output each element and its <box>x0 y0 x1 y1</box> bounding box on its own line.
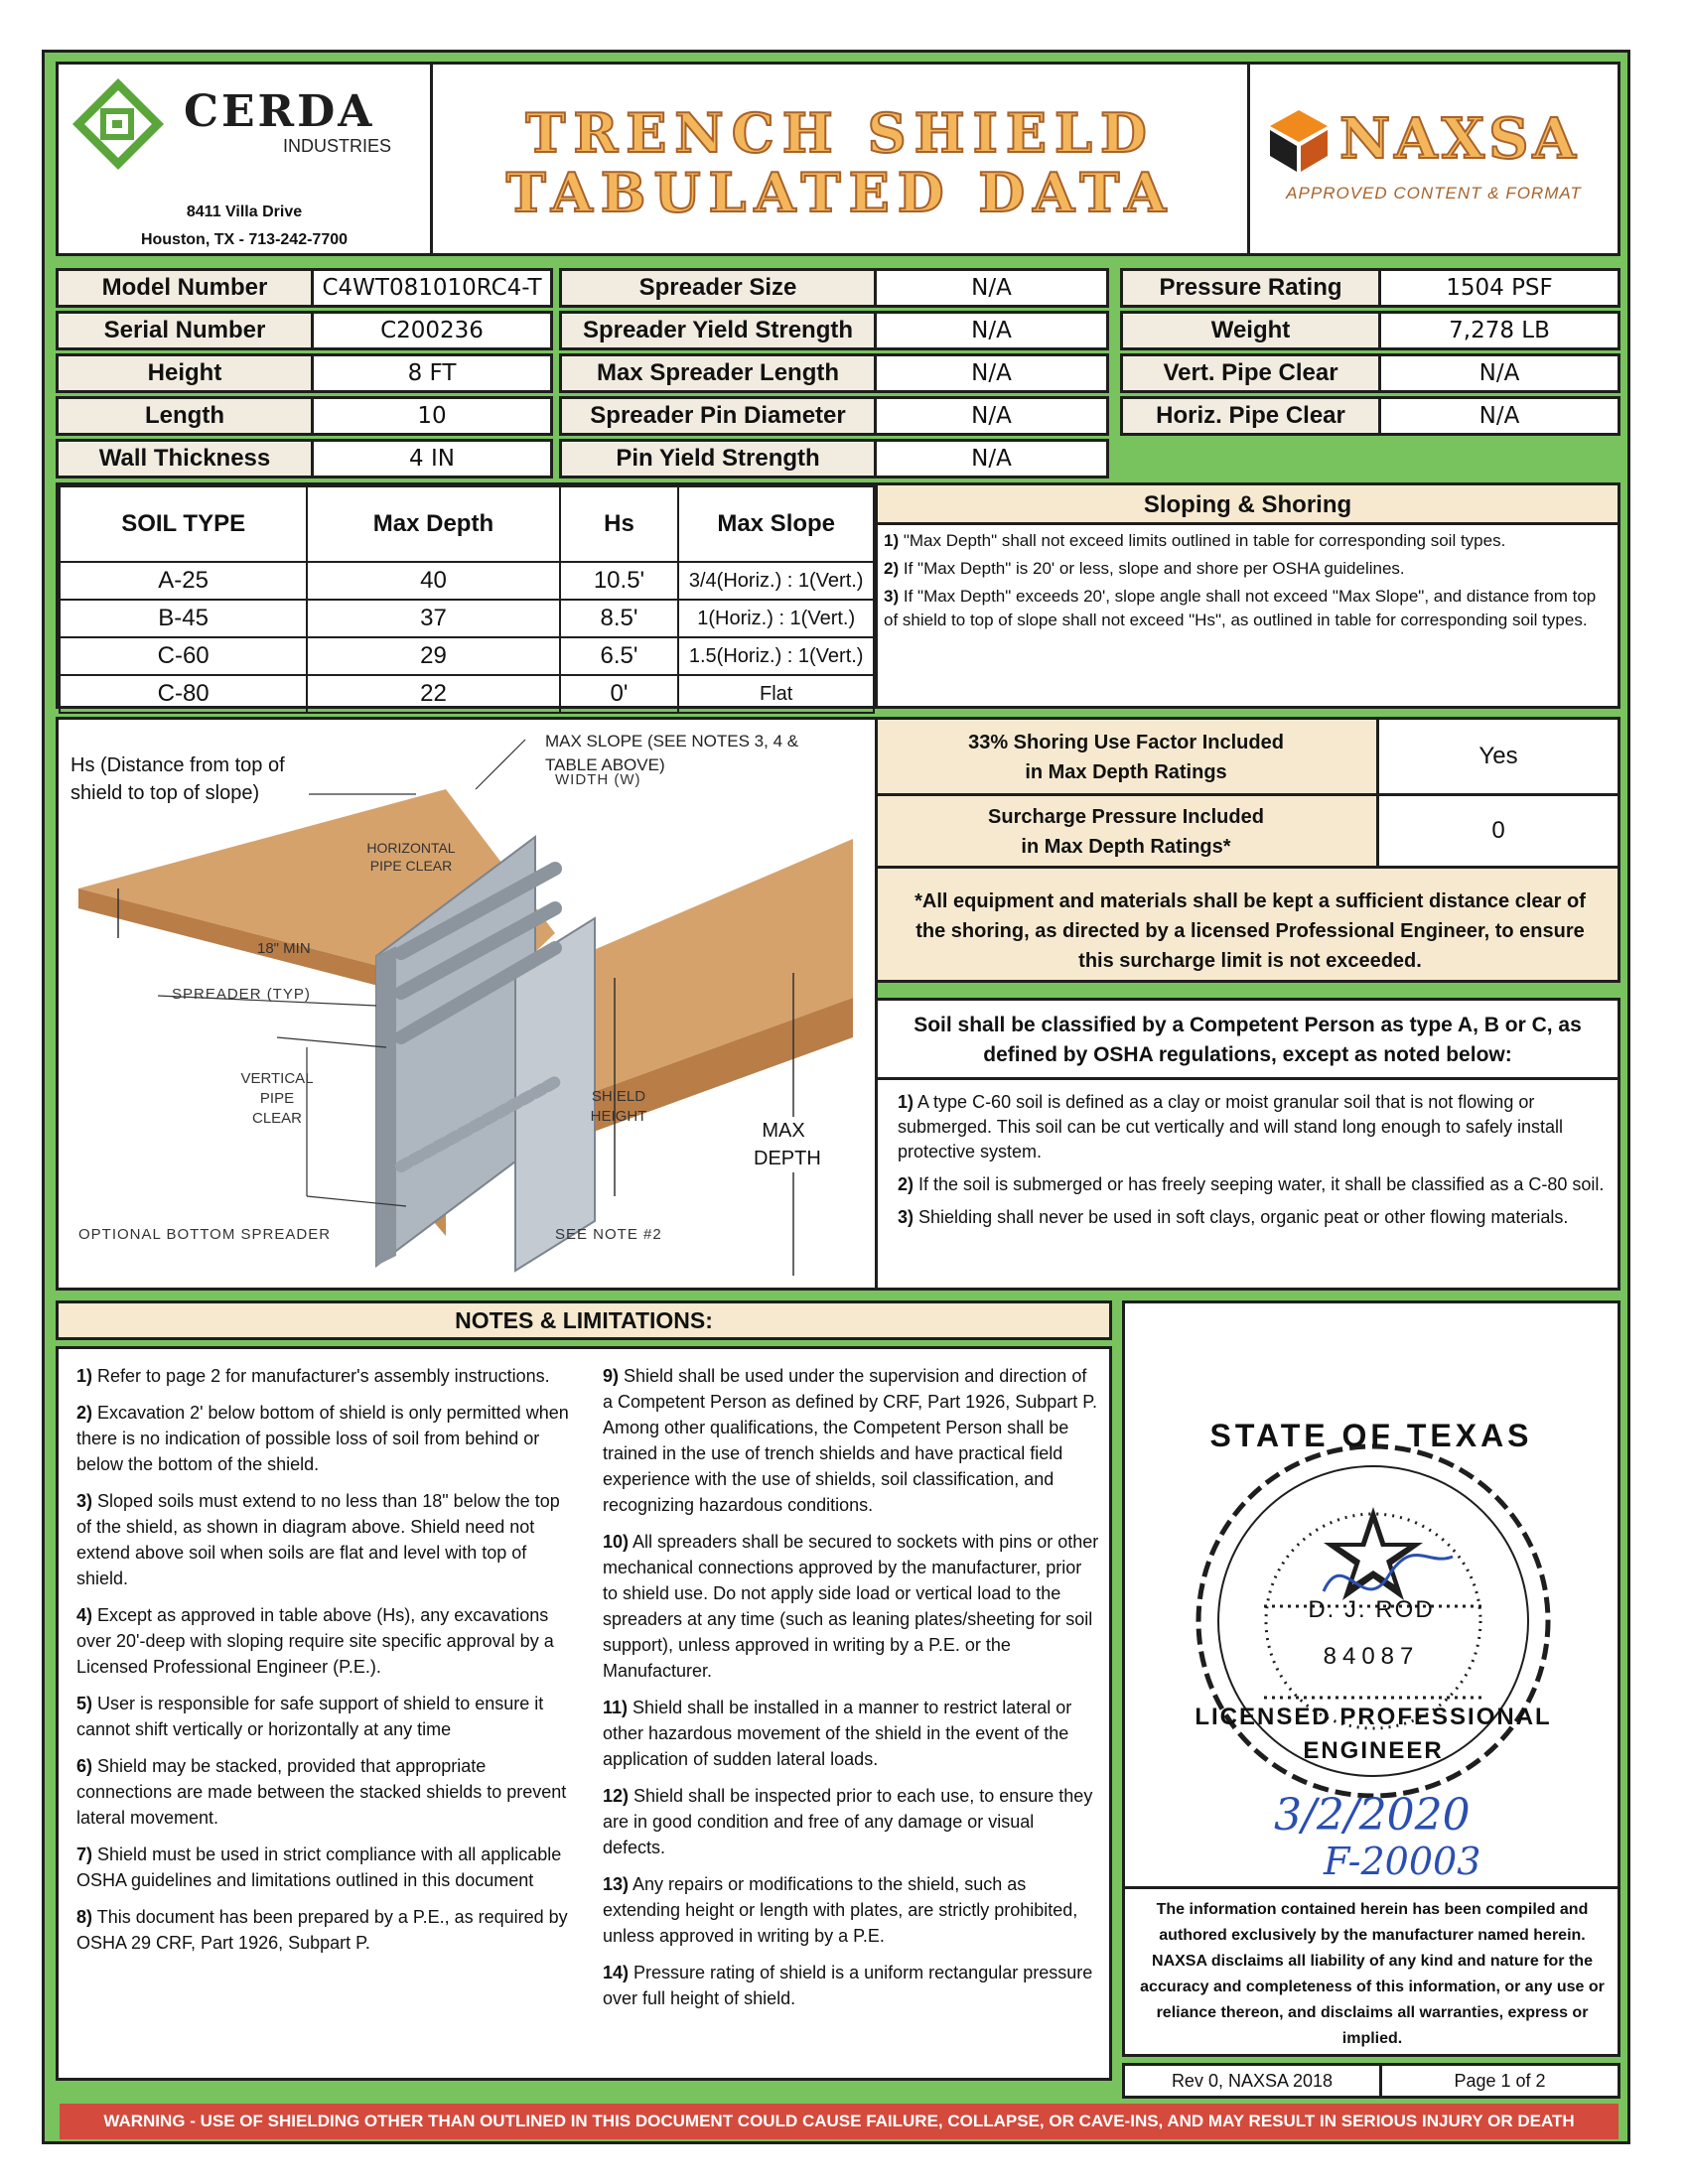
hs-label: Hs (Distance from top of shield to top of slope) <box>70 754 285 804</box>
note-number: 10) <box>603 1532 630 1552</box>
spec-value: 1504 PSF <box>1378 268 1620 308</box>
note-text: Refer to page 2 for manufacturer's assembly instructions. <box>97 1366 550 1386</box>
vert-pipe-label: VERTICAL PIPE CLEAR <box>240 1070 314 1127</box>
notes-title: NOTES & LIMITATIONS: <box>455 1306 713 1333</box>
soil-class-notes <box>898 1090 1605 1238</box>
note-text: This document has been prepared by a P.E., as required by OSHA 29 CRF, Part 1926, Subpart P. <box>76 1907 568 1953</box>
spec-value: 10 <box>311 396 553 436</box>
company-address: 8411 Villa Drive <box>186 204 303 220</box>
note-number: 2) <box>76 1403 93 1423</box>
note-item <box>603 1871 1099 1949</box>
note-number: 3) <box>898 1207 914 1227</box>
note-number: 1) <box>884 531 900 550</box>
spec-value: 4 IN <box>311 439 553 478</box>
notes-box <box>56 1346 1112 2081</box>
spec-label: Spreader Size <box>559 268 877 308</box>
spec-value: 7,278 LB <box>1378 311 1620 350</box>
naxsa-logo-icon <box>1264 106 1334 176</box>
note-number: 3) <box>884 587 900 606</box>
max-slope-leader <box>476 740 525 789</box>
note-item <box>76 1363 573 1389</box>
surcharge-note-text: *All equipment and materials shall be kept a sufficient distance clear of the shoring, as directed by a licensed Professional Engineer, to ensure this surcharge limit is not exceeded. <box>914 890 1586 972</box>
note-number: 6) <box>76 1756 93 1776</box>
footer-rev-text: Rev 0, NAXSA 2018 <box>1171 2070 1334 2091</box>
spec-label: Pin Yield Strength <box>559 439 877 478</box>
shield-height-label: SHIELD HEIGHT <box>590 1088 647 1125</box>
spec-label: Pressure Rating <box>1120 268 1381 308</box>
cerda-logo-icon <box>69 74 168 174</box>
soil-cell-hs: 8.5' <box>560 600 679 637</box>
sloping-shoring-box <box>875 482 1620 709</box>
notes-title-bar <box>56 1300 1112 1340</box>
min18-label: 18" MIN <box>257 940 311 957</box>
soil-class-title: Soil shall be classified by a Competent Person as type A, B or C, as defined by OSHA regulations, except as noted below: <box>878 1001 1618 1080</box>
soil-table-box <box>56 482 878 709</box>
note-text: "Max Depth" shall not exceed limits outlined in table for corresponding soil types. <box>903 531 1506 550</box>
note-number: 1) <box>76 1366 93 1386</box>
naxsa-tagline: APPROVED CONTENT & FORMAT <box>1286 184 1582 203</box>
soil-table-header <box>60 486 874 562</box>
seal-state: STATE OF TEXAS <box>1209 1418 1533 1453</box>
note-number: 8) <box>76 1907 93 1927</box>
soil-cell-slope: 1(Horiz.) : 1(Vert.) <box>678 600 874 637</box>
note-item <box>898 1090 1605 1164</box>
soil-class-box <box>875 998 1620 1291</box>
disclaimer-text: The information contained herein has been compiled and authored exclusively by the manufacturer named herein. NAXSA disclaims all liability of any kind and nature for the accuracy and completeness of this information, or any use or reliance thereon, and disclaims all warranties, express or implied. <box>1140 1901 1605 2047</box>
note-item <box>603 1695 1099 1772</box>
soil-cell-type: C-80 <box>60 675 307 713</box>
soil-row <box>60 562 874 600</box>
note-number: 2) <box>884 559 900 578</box>
note-number: 11) <box>603 1698 629 1717</box>
note-number: 9) <box>603 1366 620 1386</box>
soil-row <box>60 637 874 675</box>
note-item <box>898 1205 1605 1230</box>
seal-name: D. J. ROD <box>1308 1596 1435 1623</box>
spec-value: N/A <box>874 268 1109 308</box>
note-text: If "Max Depth" is 20' or less, slope and shore per OSHA guidelines. <box>903 559 1405 578</box>
spec-value: C200236 <box>311 311 553 350</box>
note-text: Sloped soils must extend to no less than 18" below the top of the shield, as shown in diagram above. Shield need not extend above soil when soils are flat and level with top of shield. <box>76 1491 560 1588</box>
note-item <box>884 585 1609 632</box>
spec-value: N/A <box>874 311 1109 350</box>
note-text: Shield shall be installed in a manner to restrict lateral or other hazardous movement of the shield in the event of the application of sudden lateral loads. <box>603 1698 1072 1769</box>
note-text: Excavation 2' below bottom of shield is only permitted when there is no indication of possible loss of soil from behind or below the bottom of the shield. <box>76 1403 569 1474</box>
document-title-line1: TRENCH SHIELD <box>525 101 1155 165</box>
seal-number: 84087 <box>1323 1643 1420 1670</box>
seal-date: 3/2/2020 <box>1274 1790 1471 1841</box>
spec-label: Max Spreader Length <box>559 353 877 393</box>
factor-value-2-text: 0 <box>1491 817 1505 844</box>
note-item <box>603 1960 1099 2011</box>
max-depth-label: MAX DEPTH <box>754 1117 813 1172</box>
soil-header-type: SOIL TYPE <box>60 486 307 562</box>
soil-row <box>60 600 874 637</box>
note-text: Shield must be used in strict compliance with all applicable OSHA guidelines and limitations outlined in this document <box>76 1844 562 1890</box>
soil-cell-depth: 29 <box>307 637 559 675</box>
note-number: 7) <box>76 1844 93 1864</box>
disclaimer-box <box>1122 1886 1620 2057</box>
seal-box <box>1122 1300 1620 1890</box>
soil-header-slope: Max Slope <box>678 486 874 562</box>
spec-label: Spreader Pin Diameter <box>559 396 877 436</box>
note-text: If the soil is submerged or has freely seeping water, it shall be classified as a C-80 soil. <box>918 1174 1605 1194</box>
factor-label-2-text: Surcharge Pressure Included in Max Depth Ratings* <box>988 806 1264 858</box>
footer-page <box>1379 2063 1620 2099</box>
spec-label: Wall Thickness <box>56 439 314 478</box>
note-text: All spreaders shall be secured to sockets with pins or other mechanical connections approved by the manufacturer, prior to shield use. Do not apply side load or vertical load to the spreaders at any time (such as leaning plates/sheeting for soil support), unless approved in writing by a P.E. or the Manufacturer. <box>603 1532 1099 1681</box>
note-item <box>76 1842 573 1893</box>
optional-spreader-label: OPTIONAL BOTTOM SPREADER <box>78 1226 332 1243</box>
horiz-pipe-label: HORIZONTAL PIPE CLEAR <box>366 840 456 874</box>
trench-diagram <box>56 717 878 1291</box>
title-header <box>430 62 1250 256</box>
footer-page-text: Page 1 of 2 <box>1454 2070 1546 2091</box>
company-name: CERDA <box>184 86 375 137</box>
surcharge-note <box>875 866 1620 983</box>
spec-label: Vert. Pipe Clear <box>1120 353 1381 393</box>
spec-label: Serial Number <box>56 311 314 350</box>
soil-header-depth: Max Depth <box>307 486 559 562</box>
note-item <box>884 557 1609 581</box>
max-slope-label: MAX SLOPE (SEE NOTES 3, 4 & TABLE ABOVE) <box>545 732 799 774</box>
note-item <box>603 1783 1099 1860</box>
warning-text: WARNING - USE OF SHIELDING OTHER THAN OUTLINED IN THIS DOCUMENT COULD CAUSE FAILURE, COLLAPSE, OR CAVE-INS, AND MAY RESULT IN SERIOUS INJURY OR DEATH <box>103 2112 1575 2130</box>
note-text: User is responsible for safe support of shield to ensure it cannot shift vertically or horizontally at any time <box>76 1694 544 1739</box>
spec-label: Height <box>56 353 314 393</box>
soil-cell-slope: 3/4(Horiz.) : 1(Vert.) <box>678 562 874 600</box>
notes-right-column <box>603 1363 1099 2022</box>
soil-cell-hs: 0' <box>560 675 679 713</box>
notes-left-column <box>76 1363 573 1967</box>
note-item <box>76 1691 573 1742</box>
spec-label: Spreader Yield Strength <box>559 311 877 350</box>
spreader-label: SPREADER (TYP) <box>172 986 311 1003</box>
soil-cell-depth: 22 <box>307 675 559 713</box>
factor-label-1-text: 33% Shoring Use Factor Included in Max Depth Ratings <box>968 732 1284 783</box>
note-text: Shield shall be inspected prior to each use, to ensure they are in good condition and free of any damage or visual defects. <box>603 1786 1093 1857</box>
note-item <box>603 1529 1099 1684</box>
note-item <box>76 1904 573 1956</box>
sloping-title: Sloping & Shoring <box>878 485 1618 525</box>
sloping-notes <box>884 529 1609 636</box>
spec-value: N/A <box>874 439 1109 478</box>
note-text: If "Max Depth" exceeds 20', slope angle shall not exceed "Max Slope", and distance from top of shield to top of slope shall not exceed "Hs", as outlined in table for corresponding soil types. <box>884 587 1597 629</box>
soil-cell-slope: Flat <box>678 675 874 713</box>
note-text: Shielding shall never be used in soft clays, organic peat or other flowing materials. <box>918 1207 1569 1227</box>
spec-value: N/A <box>1378 396 1620 436</box>
factor-value-2 <box>1376 793 1620 869</box>
spec-value: N/A <box>1378 353 1620 393</box>
company-phone: Houston, TX - 713-242-7700 <box>140 231 349 248</box>
width-label: WIDTH (W) <box>555 771 641 788</box>
note-text: Shield may be stacked, provided that appropriate connections are made between the stacked shields to prevent lateral movement. <box>76 1756 567 1828</box>
note-text: Shield shall be used under the supervision and direction of a Competent Person as defined by CRF, Part 1926, Subpart P. Among other qualifications, the Competent Person shall be trained in the use of trench shields and have practical field experience with the use of shields, soil classification, and recognizing hazardous conditions. <box>603 1366 1097 1515</box>
note-item <box>898 1172 1605 1197</box>
note-number: 3) <box>76 1491 93 1511</box>
see-note-label: SEE NOTE #2 <box>555 1226 662 1243</box>
warning-banner <box>60 2104 1618 2139</box>
note-item <box>76 1400 573 1477</box>
spec-value: C4WT081010RC4-T <box>311 268 553 308</box>
naxsa-name: NAXSA <box>1339 106 1580 172</box>
spec-label: Model Number <box>56 268 314 308</box>
soil-cell-depth: 40 <box>307 562 559 600</box>
factor-label-2 <box>875 793 1379 869</box>
soil-cell-hs: 6.5' <box>560 637 679 675</box>
note-item <box>76 1488 573 1591</box>
note-text: Any repairs or modifications to the shield, such as extending height or length with plates, are strictly prohibited, unless approved in writing by a P.E. <box>603 1874 1078 1946</box>
factor-label-1 <box>875 717 1379 796</box>
shield-edge <box>376 946 396 1266</box>
note-number: 2) <box>898 1174 914 1194</box>
soil-cell-type: A-25 <box>60 562 307 600</box>
seal-license: LICENSED PROFESSIONAL ENGINEER <box>1195 1704 1552 1764</box>
note-number: 4) <box>76 1605 93 1625</box>
soil-cell-depth: 37 <box>307 600 559 637</box>
factor-value-1-text: Yes <box>1478 743 1518 769</box>
spec-value: N/A <box>874 353 1109 393</box>
note-text: Pressure rating of shield is a uniform rectangular pressure over full height of shield. <box>603 1963 1093 2008</box>
note-item <box>76 1602 573 1680</box>
note-item <box>603 1363 1099 1518</box>
note-number: 12) <box>603 1786 630 1806</box>
note-number: 14) <box>603 1963 630 1982</box>
company-division: INDUSTRIES <box>283 136 392 156</box>
spec-value: 8 FT <box>311 353 553 393</box>
spec-label: Weight <box>1120 311 1381 350</box>
soil-cell-type: B-45 <box>60 600 307 637</box>
document-title-line2: TABULATED DATA <box>505 161 1175 224</box>
soil-row <box>60 675 874 713</box>
seal-firm: F-20003 <box>1324 1840 1481 1883</box>
spec-label: Length <box>56 396 314 436</box>
soil-cell-hs: 10.5' <box>560 562 679 600</box>
soil-header-hs: Hs <box>560 486 679 562</box>
spec-label: Horiz. Pipe Clear <box>1120 396 1381 436</box>
note-item <box>884 529 1609 553</box>
spec-value: N/A <box>874 396 1109 436</box>
note-text: A type C-60 soil is defined as a clay or moist granular soil that is not flowing or submerged. This soil can be cut vertically and will stand long enough to safely install protective system. <box>898 1092 1564 1161</box>
soil-cell-slope: 1.5(Horiz.) : 1(Vert.) <box>678 637 874 675</box>
note-item <box>76 1753 573 1831</box>
naxsa-header <box>1247 62 1620 256</box>
soil-cell-type: C-60 <box>60 637 307 675</box>
footer-rev <box>1122 2063 1382 2099</box>
note-text: Except as approved in table above (Hs), any excavations over 20'-deep with sloping require site specific approval by a Licensed Professional Engineer (P.E.). <box>76 1605 554 1677</box>
note-number: 5) <box>76 1694 93 1713</box>
soil-table <box>59 485 875 714</box>
spreader-leader <box>277 1037 386 1047</box>
note-number: 13) <box>603 1874 630 1894</box>
company-header <box>56 62 433 256</box>
note-number: 1) <box>898 1092 914 1112</box>
factor-value-1 <box>1376 717 1620 796</box>
